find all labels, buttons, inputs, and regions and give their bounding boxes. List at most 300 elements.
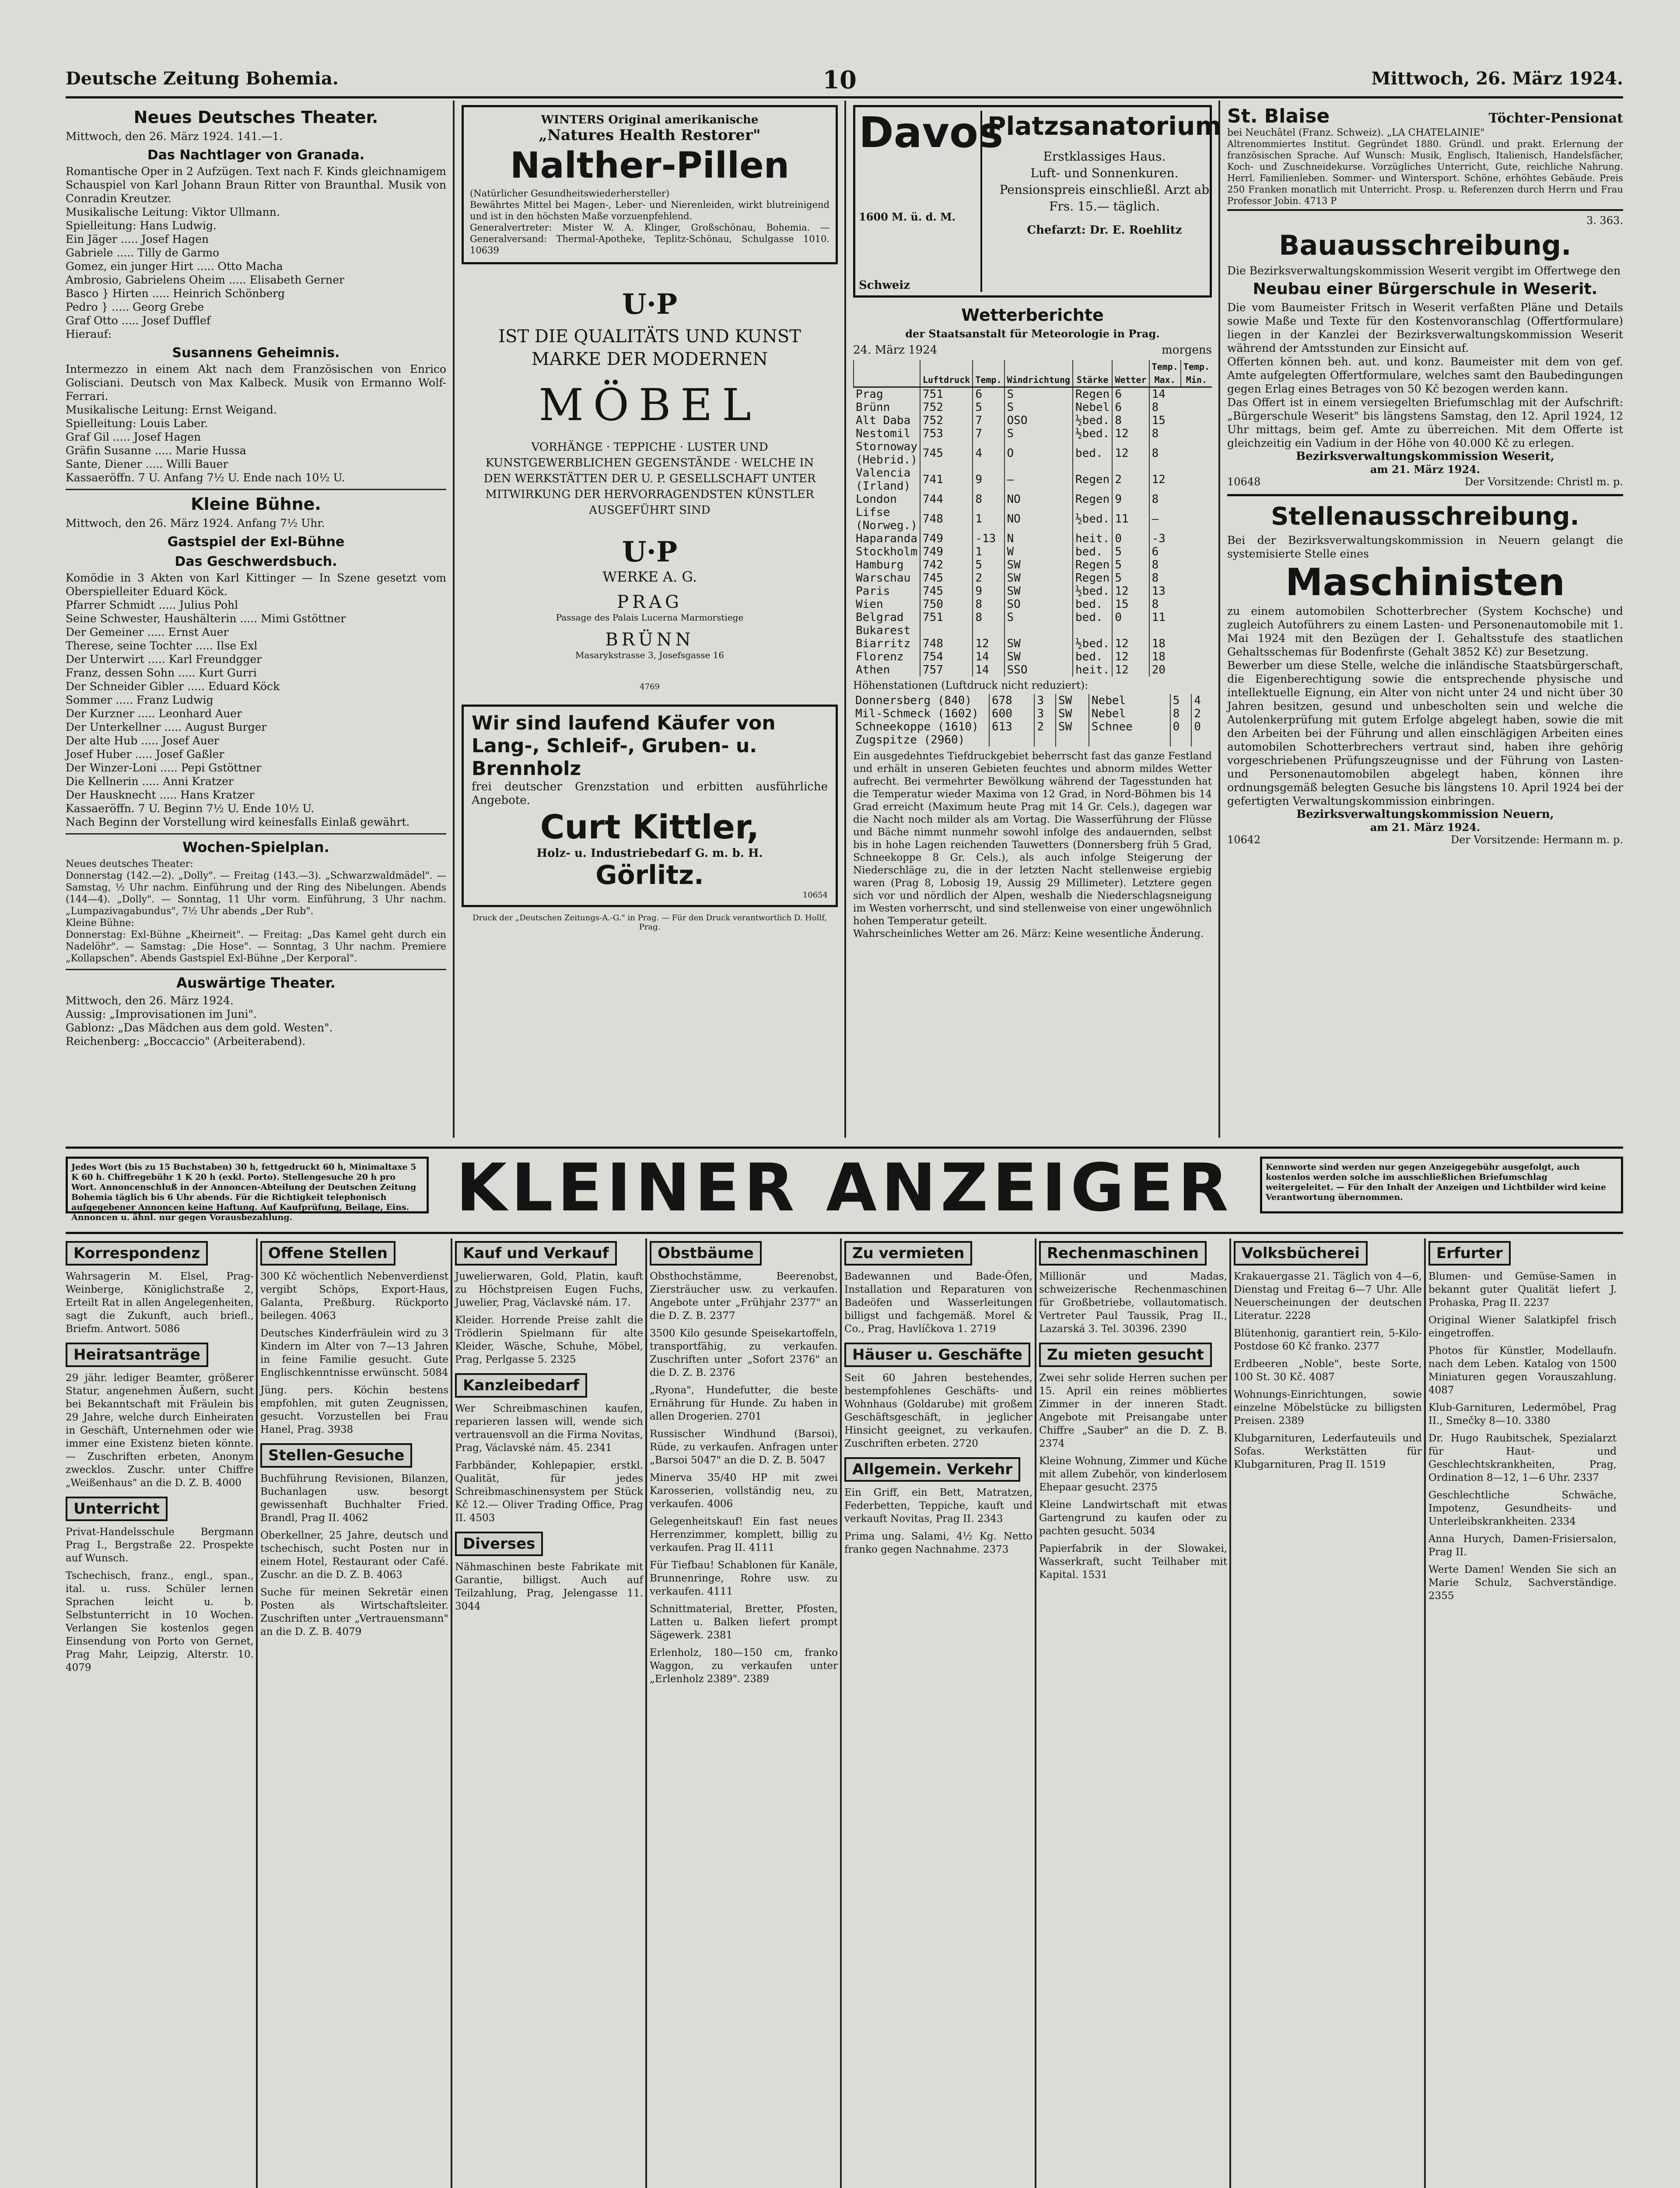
classified-ad: Blumen- und Gemüse-Samen in bekannt guter Qualität liefert J. Prohaska, Prag II. 2237 — [1428, 1271, 1617, 1308]
weather-value: S — [1004, 387, 1073, 401]
play-title: Susannens Geheimnis. — [172, 345, 340, 361]
column-rule — [256, 1238, 258, 2188]
weather-forecast: Wahrscheinliches Wetter am 26. März: Keine wesentliche Änderung. — [853, 928, 1204, 940]
weather-value: OSO — [1004, 414, 1073, 427]
station-name: Haparanda — [856, 532, 917, 545]
classified-section-head: Diverses — [455, 1532, 543, 1556]
kittler-name: Curt Kittler, — [540, 807, 760, 846]
bau-ref: 3. 363. — [1586, 214, 1623, 227]
weather-sub: der Staatsanstalt für Meteorologie in Prag. — [905, 327, 1160, 340]
weather-value: SW — [1004, 637, 1073, 650]
weather-value: 742 — [920, 558, 973, 572]
up-logo: U·P — [622, 536, 678, 568]
blaise-loc: bei Neuchâtel (Franz. Schweiz). „LA CHATELAINIE" — [1227, 127, 1485, 138]
classified-ad: Tschechisch, franz., engl., span., ital. u. russ. Schüler lernen Sprachen leicht u. b. Selbstunterricht in 10 Wochen. Verlangen Sie kostenlos gegen Einsendung von Porto von Gernet, Prag Mahr, Leipzig, Alterstr. 10. 4079 — [66, 1570, 254, 1673]
column-rule — [840, 1238, 842, 2188]
classified-ad: Wer Schreibmaschinen kaufen, reparieren lassen will, wende sich vertrauensvoll an die Firma Novitas, Prag, Václavské nám. 45. 2341 — [455, 1403, 643, 1454]
classified-ad: Farbbänder, Kohlepapier, erstkl. Qualität, für jedes Schreibmaschinensystem per Stück Kč 12.— Oliver Trading Office, Prag II. 4503 — [455, 1460, 643, 1524]
classified-ad: Buchführung Revisionen, Bilanzen, Buchanlagen usw. besorgt gewissenhaft Buchhalter Fried. Brandl, Prag II. 4062 — [260, 1473, 448, 1524]
weather-value: bed. — [1073, 440, 1112, 466]
classified-ad: Wahrsagerin M. Elsel, Prag-Weinberge, Königlichstraße 2, Erteilt Rat in allen Angelegenheiten, sagt die Zukunft, auch briefl., Briefm. Antwort. 5086 — [66, 1271, 254, 1335]
classified-ad: Krakauergasse 21. Täglich von 4—6, Dienstag und Freitag 6—7 Uhr. Alle Neuerscheinungen der deutschen Literatur. 2228 — [1234, 1271, 1422, 1322]
weather-value: 0 — [1170, 720, 1192, 733]
banner-rule-top — [66, 1147, 1623, 1149]
station-name: Brünn — [856, 401, 890, 414]
weather-value: ½bed. — [1073, 637, 1112, 650]
weather-value: 613 — [989, 720, 1034, 733]
weather-value: heit. — [1073, 532, 1112, 545]
weather-value: S — [1004, 401, 1073, 414]
weather-value: 600 — [989, 707, 1034, 720]
weather-value: 5 — [1112, 558, 1149, 572]
stellen-date: am 21. März 1924. — [1370, 821, 1480, 834]
weather-value: bed. — [1073, 598, 1112, 611]
station-name: Schneekoppe (1610) — [855, 720, 979, 733]
weather-value: 9 — [973, 585, 1004, 598]
hoehen-title: Höhenstationen (Luftdruck nicht reduziert): — [853, 679, 1088, 691]
weather-value: bed. — [1073, 650, 1112, 663]
weather-value: 6 — [1149, 545, 1181, 558]
classified-section-head: Unterricht — [66, 1497, 168, 1521]
play-title: Das Nachtlager von Granada. — [147, 147, 365, 163]
weather-value: — — [1149, 506, 1181, 532]
up-line1: IST DIE QUALITÄTS UND KUNST MARKE DER MODERNEN — [498, 326, 801, 369]
theater-column — [66, 105, 446, 1138]
play-cast: Romantische Oper in 2 Aufzügen. Text nach F. Kinds gleichnamigem Schauspiel von Karl Johann Braun Ritter von Braunthal. Musik von Conradin Kreutzer. Musikalische Leitung: Viktor Ullmann. Spielleitung: Hans Ludwig. Ein Jäger ..... Josef Hagen Gabriele ..... Tilly de Garmo Gomez, ein junger Hirt ..... Otto Macha Ambrosio, Gabrielens Oheim ..... Elisabeth Gerner Basco } Hirten ..... Heinrich Schönberg Pedro } ..... Georg Grebe Graf Otto ..... Josef Dufflef Hierauf: — [66, 165, 446, 340]
weather-value: 3 — [1034, 694, 1056, 707]
kittler-num: 10654 — [802, 891, 828, 900]
weather-row — [854, 387, 1212, 401]
weather-value: SW — [1004, 585, 1073, 598]
weather-row — [854, 401, 1212, 414]
weather-value: 745 — [920, 585, 973, 598]
classified-ad: Geschlechtliche Schwäche, Impotenz, Gesundheits- und Unterleibskrankheiten. 2334 — [1428, 1490, 1617, 1527]
weather-value: 5 — [1112, 572, 1149, 585]
weather-value: Regen — [1073, 387, 1112, 401]
classified-ad: Dr. Hugo Raubitschek, Spezialarzt für Haut- und Geschlechtskrankheiten, Prag, Ordination 8—12, 1—6 Uhr. 2337 — [1428, 1433, 1617, 1483]
up-num: 4769 — [640, 682, 660, 691]
weather-value: 741 — [920, 466, 973, 493]
up-prag-addr: Passage des Palais Lucerna Marmorstiege — [556, 612, 744, 623]
classified-column — [1428, 1238, 1617, 2188]
weather-value: 8 — [1149, 401, 1181, 414]
weather-value: 1 — [973, 545, 1004, 558]
weather-value — [989, 733, 1034, 747]
classified-section-head: Erfurter — [1428, 1241, 1511, 1266]
weather-value: 12 — [1149, 466, 1181, 493]
weather-row — [853, 707, 1212, 720]
weather-value: 752 — [920, 401, 973, 414]
blaise-right: Töchter-Pensionat — [1488, 111, 1623, 126]
column-rule — [645, 1238, 647, 2188]
weather-value: bed. — [1073, 545, 1112, 558]
week-title: Wochen-Spielplan. — [182, 839, 329, 856]
weather-row — [854, 585, 1212, 598]
weather-col-header: Luftdruck — [920, 360, 973, 387]
weather-value: 6 — [1112, 401, 1149, 414]
weather-value: 8 — [1112, 414, 1149, 427]
kb-cast: Komödie in 3 Akten von Karl Kittinger — In Szene gesetzt vom Oberspielleiter Eduard Köck. Pfarrer Schmidt ..... Julius Pohl Seine Schwester, Haushälterin ..... Mimi Gstöttner Der Gemeiner ..... Ernst Auer Therese, seine Tochter ..... Ilse Exl Der Unterwirt ..... Karl Freundgger Franz, dessen Sohn ..... Kurt Gurri Der Schneider Gibler ..... Eduard Köck Sommer ..... Franz Ludwig Der Kurzner ..... Leonhard Auer Der Unterkellner ..... August Burger Der alte Hub ..... Josef Auer Josef Huber ..... Josef Gaßler Der Winzer-Loni ..... Pepi Gstöttner Die Kellnerin ..... Anni Kratzer Der Hausknecht ..... Hans Kratzer Kassaeröffn. 7 U. Beginn 7½ U. Ende 10½ U. Nach Beginn der Vorstellung wird keinesfalls Einlaß gewährt. — [66, 572, 446, 828]
weather-value: 13 — [1149, 585, 1181, 598]
theater-title: Neues Deutsches Theater. — [133, 108, 378, 127]
bau-num: 10648 — [1227, 476, 1261, 488]
classified-ad: Kleine Wohnung, Zimmer und Küche mit allem Zubehör, von kinderlosem Ehepaar gesucht. 2375 — [1039, 1455, 1227, 1493]
ausw-title: Auswärtige Theater. — [176, 975, 336, 991]
weather-value: 12 — [1112, 637, 1149, 650]
ausw-text: Mittwoch, den 26. März 1924. Aussig: „Improvisationen im Juni". Gablonz: „Das Mädchen aus dem gold. Westen". Reichenberg: „Boccaccio" (Arbeiterabend). — [66, 994, 333, 1048]
weather-value: 8 — [973, 598, 1004, 611]
weather-value: 12 — [1112, 585, 1149, 598]
weather-value: 3 — [1034, 707, 1056, 720]
weather-value: SW — [1056, 720, 1089, 733]
weather-value: 745 — [920, 440, 973, 466]
weather-value: O — [1004, 440, 1073, 466]
weather-value: 4 — [1191, 694, 1212, 707]
week-text: Neues deutsches Theater: Donnerstag (142.—2). „Dolly". — Freitag (143.—3). „Schwarzwaldmädel". — Samstag, ½ Uhr nachm. Einführung und der Ring des Nibelungen. Abends (144—4). „Dolly". — Sonntag, 11 Uhr vorm. Einführung, 3 Uhr nachm. „Lumpazivagabundus", 7½ Uhr abends „Der Rub". Kleine Bühne: Donnerstag: Exl-Bühne „Kheirneit". — Freitag: „Das Kamel geht durch ein Nadelöhr". — Samstag: „Die Hose". — Sonntag, 3 Uhr nachm. Premiere „Kollapschen". Abends Gastspiel Exl-Bühne „Der Kerporal". — [66, 859, 446, 964]
bau-title: Bauausschreibung. — [1279, 229, 1572, 261]
nalther-sub: „Natures Health Restorer" — [539, 126, 761, 144]
weather-value: 5 — [1170, 694, 1192, 707]
weather-value: Nebel — [1089, 707, 1170, 720]
weather-value: 12 — [1112, 440, 1149, 466]
weather-row — [854, 637, 1212, 650]
weather-value: 14 — [1149, 387, 1181, 401]
weather-value — [1112, 624, 1149, 637]
weather-row — [854, 506, 1212, 532]
classified-ad: Zwei sehr solide Herren suchen per 15. April ein reines möbliertes Zimmer in der inneren Stadt. Angebote mit Preisangabe unter Chiffre „Sauber" an die D. Z. B. 2374 — [1039, 1372, 1227, 1449]
station-name: Belgrad — [856, 611, 904, 624]
classified-ad: Deutsches Kinderfräulein wird zu 3 Kindern im Alter von 7—13 Jahren in feine Familie gesucht. Gute Englischkenntnisse erwünscht. 5084 — [260, 1328, 448, 1378]
davos-text: Erstklassiges Haus. Luft- und Sonnenkuren. Pensionspreis einschließl. Arzt ab Frs. 15.— täglich. — [999, 149, 1210, 214]
column-rule — [844, 101, 846, 1138]
classified-column — [260, 1238, 448, 2188]
weather-value: 8 — [1170, 707, 1192, 720]
weather-date: 24. März 1924 — [853, 344, 938, 357]
weather-title: Wetterberichte — [961, 305, 1104, 325]
up-logo: U·P — [622, 288, 678, 321]
classified-column — [1039, 1238, 1227, 2188]
weather-row — [854, 650, 1212, 663]
issue-date: Mittwoch, 26. März 1924. — [1371, 68, 1623, 89]
davos-ad — [853, 105, 1222, 298]
weather-value: 18 — [1149, 650, 1181, 663]
weather-value: — — [1004, 466, 1073, 493]
davos-sanatorium: Platzsanatorium — [987, 111, 1222, 141]
weather-value: 12 — [973, 637, 1004, 650]
weather-value: Regen — [1073, 466, 1112, 493]
weather-value: 12 — [1112, 427, 1149, 440]
kittler-city: Görlitz. — [595, 860, 704, 891]
classified-ad: Oberkellner, 25 Jahre, deutsch und tschechisch, sucht Posten nur in einem Hotel, Restaurant oder Café. Zuschr. an die D. Z. B. 4063 — [260, 1530, 448, 1581]
station-name: Alt Daba — [856, 414, 911, 427]
weather-value: 8 — [1149, 558, 1181, 572]
printer-note: Druck der „Deutschen Zeitungs-A.-G." in Prag. — Für den Druck verantwortlich D. Hollf, Prag. — [472, 913, 827, 932]
weather-value: 745 — [920, 572, 973, 585]
nalther-top: WINTERS Original amerikanische — [541, 113, 759, 126]
station-name: Stockholm — [856, 545, 917, 558]
classified-column — [844, 1238, 1032, 2188]
hoehen-table — [853, 694, 1212, 747]
weather-value: 8 — [973, 493, 1004, 506]
classified-ad: Juwelierwaren, Gold, Platin, kauft zu Höchstpreisen Eugen Fuchs, Juwelier, Prag, Václavské nám. 17. — [455, 1271, 643, 1308]
station-name: Athen — [856, 663, 890, 677]
weather-value: SSO — [1004, 663, 1073, 677]
weather-col-header: Windrichtung — [1004, 360, 1073, 387]
weather-value: SW — [1056, 707, 1089, 720]
weather-value: 1 — [973, 506, 1004, 532]
weather-row — [854, 440, 1212, 466]
classified-ad: Prima ung. Salami, 4½ Kg. Netto franko gegen Nachnahme. 2373 — [844, 1531, 1032, 1555]
classified-ad: Klub-Garnituren, Ledermöbel, Prag II., Smečky 8—10. 3380 — [1428, 1402, 1617, 1427]
weather-row — [854, 414, 1212, 427]
weather-value: 8 — [1149, 493, 1181, 506]
station-name: Florenz — [856, 650, 904, 663]
weather-value: 744 — [920, 493, 973, 506]
weather-value: S — [1004, 611, 1073, 624]
weather-row — [854, 663, 1212, 677]
weather-value: 754 — [920, 650, 973, 663]
weather-value: SW — [1004, 650, 1073, 663]
station-name: Valencia (Irland) — [856, 466, 911, 493]
weather-row — [854, 572, 1212, 585]
theater-date: Mittwoch, den 26. März 1924. 141.—1. — [66, 130, 283, 143]
up-prag: PRAG — [617, 592, 682, 612]
weather-column — [853, 105, 1222, 1138]
classified-column — [66, 1238, 254, 2188]
classified-ad: Obsthochstämme, Beerenobst, Ziersträucher usw. zu verkaufen. Angebote unter „Frühjahr 2377" an die D. Z. B. 2377 — [650, 1271, 838, 1322]
bau-date: am 21. März 1924. — [1370, 463, 1480, 476]
weather-value: 0 — [1112, 532, 1149, 545]
weather-value: 11 — [1149, 611, 1181, 624]
weather-value: SW — [1004, 572, 1073, 585]
kleiner-anzeiger-title: KLEINER ANZEIGER — [456, 1150, 1233, 1226]
classified-ad: 300 Kč wöchentlich Nebenverdienst vergibt Schöps, Export-Haus, Galanta, Preßburg. Rückporto beilegen. 4063 — [260, 1271, 448, 1322]
weather-value: 751 — [920, 387, 973, 401]
classified-column — [1234, 1238, 1422, 2188]
weather-value: 748 — [920, 506, 973, 532]
weather-value: 14 — [973, 650, 1004, 663]
classified-ad: Photos für Künstler, Modellaufn. nach dem Leben. Katalog von 1500 Miniaturen gegen Vorauszahlung. 4087 — [1428, 1345, 1617, 1396]
weather-value — [920, 624, 973, 637]
stellen-text: zu einem automobilen Schotterbrecher (System Kochsche) und zugleich Autoführers zu einem Lasten- und Personenautomobile mit 1. Mai 1924 mit den Bezügen der I. Gehaltsstufe des staatlichen Gehaltsschemas für Bodenfirste (Gehalt 3852 Kč) zur Besetzung. Bewerber um diese Stelle, welche die inländische Staatsbürgerschaft, die Eigenberechtigung sowie die entsprechende physische und intellektuelle Eignung, ein Alter von nicht unter 24 und nicht über 30 Jahren besitzen, gesund und unbescholten sein und welche die Autolenkerprüfung mit gutem Erfolge abgelegt haben, sowie die mit den Arbeiten bei der Führung und allen einschlägigen Arbeiten eines automobilen Schotterbrechers vertraut sind, haben ihre gehörig vorgeschriebenen Prüfungszeugnisse und der Führung von Lasten- und Personenautomobilen abgelegt haben, können ihre ordnungsgemäß belegten Gesuche bis längstens 10. April 1924 bei der gefertigten Verwaltungskommission einbringen. — [1227, 605, 1623, 807]
station-name: Paris — [856, 585, 890, 598]
weather-value: 0 — [1191, 720, 1212, 733]
classified-ad: Erdbeeren „Noble", beste Sorte, 100 St. 30 Kč. 4087 — [1234, 1358, 1422, 1383]
weather-value — [1170, 733, 1192, 747]
weather-table — [853, 360, 1212, 677]
column-rule — [1229, 1238, 1231, 2188]
weather-value: 9 — [973, 466, 1004, 493]
classified-ad: Kleider. Horrende Preise zahlt die Trödlerin Spielmann für alte Kleider, Wäsche, Schuhe, Möbel, Prag, Perlgasse 5. 2325 — [455, 1315, 643, 1365]
bau-text: Die vom Baumeister Fritsch in Weserit verfaßten Pläne und Details sowie Maße und Texte für den Kostenvoranschlag (Offertformulare) liegen in der Kanzlei der Bezirksverwaltungskommission Weserit während der Amtsstunden zur Einsicht auf. Offerten können beh. aut. und konz. Baumeister mit dem von gef. Amte aufgelegten Offertformulare, welches samt den Baubedingungen gegen Erlag eines Betrages von 50 Kč bezogen werden kann. Das Offert ist in einem versiegelten Briefumschlag mit der Aufschrift: „Bürgerschule Weserit" bis längstens Samstag, den 12. April 1924, 12 Uhr mittags, beim gef. Amte zu überreichen. Mit dem Offerte ist gleichzeitig ein Vadium in der Höhe von 40.000 Kč zu erlegen. — [1227, 301, 1623, 449]
weather-row — [854, 427, 1212, 440]
kleine-buehne-title: Kleine Bühne. — [191, 494, 321, 514]
weather-value: 6 — [1112, 387, 1149, 401]
weather-value: Regen — [1073, 558, 1112, 572]
station-name: Nestomil — [856, 427, 911, 440]
weather-value: 14 — [973, 663, 1004, 677]
up-moebel: MÖBEL — [539, 379, 761, 431]
weather-value: ½bed. — [1073, 585, 1112, 598]
weather-value: SW — [1004, 558, 1073, 572]
station-name: Biarritz — [856, 637, 911, 650]
banner-left-note: Jedes Wort (bis zu 15 Buchstaben) 30 h, fettgedruckt 60 h, Minimaltaxe 5 K 60 h. Chiffregebühr 1 K 20 h (exkl. Porto). Stellengesuche 20 h pro Wort. Annoncenschluß in der Annoncen-Abteilung der Deutschen Zeitung Bohemia täglich bis 6 Uhr abends. Für die Richtigkeit telephonisch aufgegebener Annoncen keine Haftung. Auf Kaufprüfung, Beilage, Eins. Annoncen u. ähnl. nur gegen Vorausbezahlung. — [66, 1157, 429, 1213]
nalther-name: Nalther-Pillen — [510, 145, 790, 186]
weather-date-row — [853, 344, 1212, 357]
weather-row — [854, 493, 1212, 506]
classified-section-head: Kauf und Verkauf — [455, 1241, 617, 1266]
classified-section-head: Obstbäume — [650, 1241, 762, 1266]
station-name: London — [856, 493, 897, 506]
column-rule — [451, 1238, 452, 2188]
weather-col-header: Temp. — [973, 360, 1004, 387]
classified-ad: Blütenhonig, garantiert rein, 5-Kilo-Postdose 60 Kč franko. 2377 — [1234, 1328, 1422, 1352]
bau-sign2: Der Vorsitzende: Christl m. p. — [1464, 476, 1623, 488]
weather-value: 757 — [920, 663, 973, 677]
weather-value: 678 — [989, 694, 1034, 707]
weather-value: 8 — [1149, 440, 1181, 466]
weather-value: NO — [1004, 493, 1073, 506]
weather-value: Nebel — [1089, 694, 1170, 707]
weather-value: N — [1004, 532, 1073, 545]
up-line2: VORHÄNGE · TEPPICHE · LUSTER UND KUNSTGEWERBLICHEN GEGENSTÄNDE · WELCHE IN DEN WERKSTÄTTEN DER U. P. GESELLSCHAFT UNTER MITWIRKUNG DER HERVORRAGENDSTEN KÜNSTLER AUSGEFÜHRT SIND — [483, 441, 816, 517]
classified-section-head: Kanzleibedarf — [455, 1373, 587, 1398]
ad-column — [462, 105, 838, 1138]
classified-ad: Klubgarnituren, Lederfauteuils und Sofas. Werkstätten für Klubgarnituren, Prag II. 1519 — [1234, 1433, 1422, 1470]
weather-value: NO — [1004, 506, 1073, 532]
classified-ad: Schnittmaterial, Bretter, Pfosten, Latten u. Balken liefert prompt Sägewerk. 2381 — [650, 1603, 838, 1641]
weather-value: SW — [1056, 694, 1089, 707]
weather-value: Schnee — [1089, 720, 1170, 733]
classified-column — [650, 1238, 838, 2188]
classified-ad: Kleine Landwirtschaft mit etwas Gartengrund zu kaufen oder zu pachten gesucht. 5034 — [1039, 1499, 1227, 1537]
stellen-num: 10642 — [1227, 834, 1261, 846]
bau-subject: Neubau einer Bürgerschule in Weserit. — [1253, 280, 1598, 298]
weather-value: 5 — [1112, 545, 1149, 558]
col-station — [854, 360, 920, 387]
weather-value: 12 — [1112, 663, 1149, 677]
weather-value: 11 — [1112, 506, 1149, 532]
stellen-subject: Maschinisten — [1285, 561, 1565, 604]
weather-value: 15 — [1112, 598, 1149, 611]
classified-ad: Für Tiefbau! Schablonen für Kanäle, Brunnenringe, Rohre usw. zu verkaufen. 4111 — [650, 1560, 838, 1597]
classified-section-head: Zu vermieten — [844, 1241, 972, 1266]
weather-value: 12 — [1112, 650, 1149, 663]
classified-section-head: Heiratsanträge — [66, 1343, 208, 1367]
weather-value: 749 — [920, 532, 973, 545]
banner-rule-bottom — [66, 1232, 1623, 1234]
weather-row — [854, 466, 1212, 493]
stellen-sign1: Bezirksverwaltungskommission Neuern, — [1296, 808, 1554, 821]
weather-row — [853, 694, 1212, 707]
weather-row — [854, 558, 1212, 572]
weather-value: 18 — [1149, 637, 1181, 650]
weather-value: 4 — [973, 440, 1004, 466]
nalther-text: (Natürlicher Gesundheitswiederhersteller) Bewährtes Mittel bei Magen-, Leber- und Nierenleiden, wirkt blutreinigend und ist in den höchsten Maße vorzuenpfehlend. Generalvertreter: Mister W. A. Klinger, Großschönau, Bohemia. — Generalversand: Thermal-Apotheke, Teplitz-Schönau, Schulgasse 1010. 10639 — [470, 188, 830, 256]
station-name: Prag — [856, 388, 883, 401]
announcement-column — [1227, 105, 1623, 1138]
classified-ad: „Ryona", Hundefutter, die beste Ernährung für Hunde. Zu haben in allen Drogerien. 2701 — [650, 1385, 838, 1422]
play-cast: Intermezzo in einem Akt nach dem Französischen von Enrico Golisciani. Deutsch von Max Kalbeck. Musik von Ermanno Wolf-Ferrari. Musikalische Leitung: Ernst Weigand. Spielleitung: Louis Laber. Graf Gil ..... Josef Hagen Gräfin Susanne ..... Marie Hussa Sante, Diener ..... Willi Bauer Kassaeröffn. 7 U. Anfang 7½ U. Ende nach 10½ U. — [66, 363, 446, 484]
classified-section-head: Zu mieten gesucht — [1039, 1343, 1212, 1367]
davos-chief: Chefarzt: Dr. E. Roehlitz — [1027, 224, 1182, 237]
classified-ad: Seit 60 Jahren bestehendes, bestempfohlenes Geschäfts- und Wohnhaus (Goldarube) mit großem Geschäftsgeschäft, in jeglicher Hinsicht geeignet, zu verkaufen. Zuschriften erbeten. 2720 — [844, 1372, 1032, 1449]
station-name: Warschau — [856, 572, 911, 585]
weather-value: 748 — [920, 637, 973, 650]
stellen-title: Stellenausschreibung. — [1271, 502, 1579, 531]
kb-play: Das Geschwerdsbuch. — [175, 554, 337, 569]
weather-value: 7 — [973, 414, 1004, 427]
classified-ad: Jüng. pers. Köchin bestens empfohlen, mit guten Zeugnissen, gesucht. Vorzustellen bei Frau Hanel, Prag. 3938 — [260, 1385, 448, 1435]
weather-value — [1056, 733, 1089, 747]
page-number: 10 — [822, 66, 857, 95]
weather-value: SO — [1004, 598, 1073, 611]
stellen-intro: Bei der Bezirksverwaltungskommission in Neuern gelangt die systemisierte Stelle eines — [1227, 534, 1623, 560]
classified-ad: Ein Griff, ein Bett, Matratzen, Federbetten, Teppiche, kauft und verkauft Novitas, Prag II. 2343 — [844, 1487, 1032, 1525]
weather-row — [853, 720, 1212, 733]
weather-value: Regen — [1073, 572, 1112, 585]
bau-sign1: Bezirksverwaltungskommission Weserit, — [1296, 450, 1554, 463]
davos-country: Schweiz — [859, 279, 910, 292]
classified-section-head: Allgemein. Verkehr — [844, 1457, 1020, 1482]
weather-value: 2 — [1112, 466, 1149, 493]
weather-value: 8 — [973, 611, 1004, 624]
weather-value — [1089, 733, 1170, 747]
blaise-name: St. Blaise — [1227, 105, 1330, 127]
classified-ad: Badewannen und Bade-Öfen, Installation und Reparaturen von Badeöfen und Wasserleitungen billigst und fachgemäß. Morel & Co., Prag, Havlíčkova 1. 2719 — [844, 1271, 1032, 1335]
classified-section-head: Offene Stellen — [260, 1241, 396, 1266]
bau-intro: Die Bezirksverwaltungskommission Weserit vergibt im Offertwege den — [1227, 264, 1621, 277]
newspaper-name: Deutsche Zeitung Bohemia. — [66, 68, 339, 89]
kb-date: Mittwoch, den 26. März 1924. Anfang 7½ Uhr. — [66, 517, 325, 529]
column-rule — [1424, 1238, 1426, 2188]
weather-value: 2 — [973, 572, 1004, 585]
station-name: Lifse (Norweg.) — [856, 506, 917, 532]
classified-ad: Minerva 35/40 HP mit zwei Karosserien, vollständig neu, zu verkaufen. 4006 — [650, 1472, 838, 1510]
weather-row — [854, 611, 1212, 624]
up-bruenn-addr: Masarykstrasse 3, Josefsgasse 16 — [575, 650, 724, 660]
weather-value: 7 — [973, 427, 1004, 440]
weather-value: 752 — [920, 414, 973, 427]
weather-value — [1149, 624, 1181, 637]
weather-value: 20 — [1149, 663, 1181, 677]
weather-value: 5 — [973, 558, 1004, 572]
weather-value: 0 — [1112, 611, 1149, 624]
classified-section-head: Korrespondenz — [66, 1241, 208, 1266]
classified-ad: Suche für meinen Sekretär einen Posten als Wirtschaftsleiter. Zuschriften unter „Vertrauensmann" an die D. Z. B. 4079 — [260, 1587, 448, 1637]
weather-value: 6 — [973, 387, 1004, 401]
classified-ad: Erlenholz, 180—150 cm, franko Waggon, zu verkaufen unter „Erlenholz 2389". 2389 — [650, 1647, 838, 1685]
up-ad — [462, 270, 838, 700]
weather-row — [853, 733, 1212, 747]
weather-col-header: Wetter — [1112, 360, 1149, 387]
blaise-text: Altrenommiertes Institut. Gegründet 1880. Gründl. und prakt. Erlernung der französischen Sprache. Auf Wunsch: Musik, Englisch, Italienisch, Handelsfächer, Koch- und Zuschneidekurse. Vorzügliches Unterricht, Gute, reichliche Nahrung. Herrl. Familienleben. Sommer- und Wintersport. Schöne, erhöhtes Gebäude. Preis 250 Franken monatlich mit Unterricht. Prosp. u. Referenzen durch Herrn und Frau Professor Jobin. 4713 P — [1227, 139, 1623, 206]
station-name: Mil-Schmeck (1602) — [855, 707, 979, 720]
weather-value: Regen — [1073, 493, 1112, 506]
station-name: Donnersberg (840) — [855, 694, 972, 707]
classified-section-head: Häuser u. Geschäfte — [844, 1343, 1030, 1367]
weather-value: 9 — [1112, 493, 1149, 506]
up-werke: WERKE A. G. — [602, 568, 697, 585]
weather-value: 750 — [920, 598, 973, 611]
weather-value — [1004, 624, 1073, 637]
classified-section-head: Volksbücherei — [1234, 1241, 1368, 1266]
weather-text: Ein ausgedehntes Tiefdruckgebiet beherrscht fast das ganze Festland und erhält in unseren Gebieten feuchtes und abnorm mildes Wetter aufrecht. Bei vermehrter Bewölkung während der Tagesstunden hat die Temperatur wieder Maxima von 12 Grad, in Nord-Böhmen bis 14 Grad erreicht (Maximum heute Prag mit 14 Gr. Cels.), dagegen war die Nacht noch milder als am Vortag. Die Wasserführung der Flüsse und Bäche nimmt nunmehr sowohl infolge des andauernden, selbst bis in hohe Lagen reichenden Tauwetters (Donnersberg früh 5 Grad, Schneekoppe 8 Gr. Cels.), als auch infolge Steigerung der Niederschläge zu, die in der letzten Nacht stellenweise ergiebig waren (Prag 8, Lobosig 19, Aussig 29 Millimeter). Letztere gegen sich vor und nördlich der Alpen, weshalb die Niederschlagsneigung im Westen vorherrscht, und sind stellenweise von einer ungewöhnlich hohen Temperatur geteilt. — [853, 750, 1212, 927]
weather-value: -3 — [1149, 532, 1181, 545]
davos-alt: 1600 M. ü. d. M. — [859, 210, 956, 223]
weather-value — [1073, 624, 1112, 637]
station-name: Zugspitze (2960) — [855, 733, 965, 747]
